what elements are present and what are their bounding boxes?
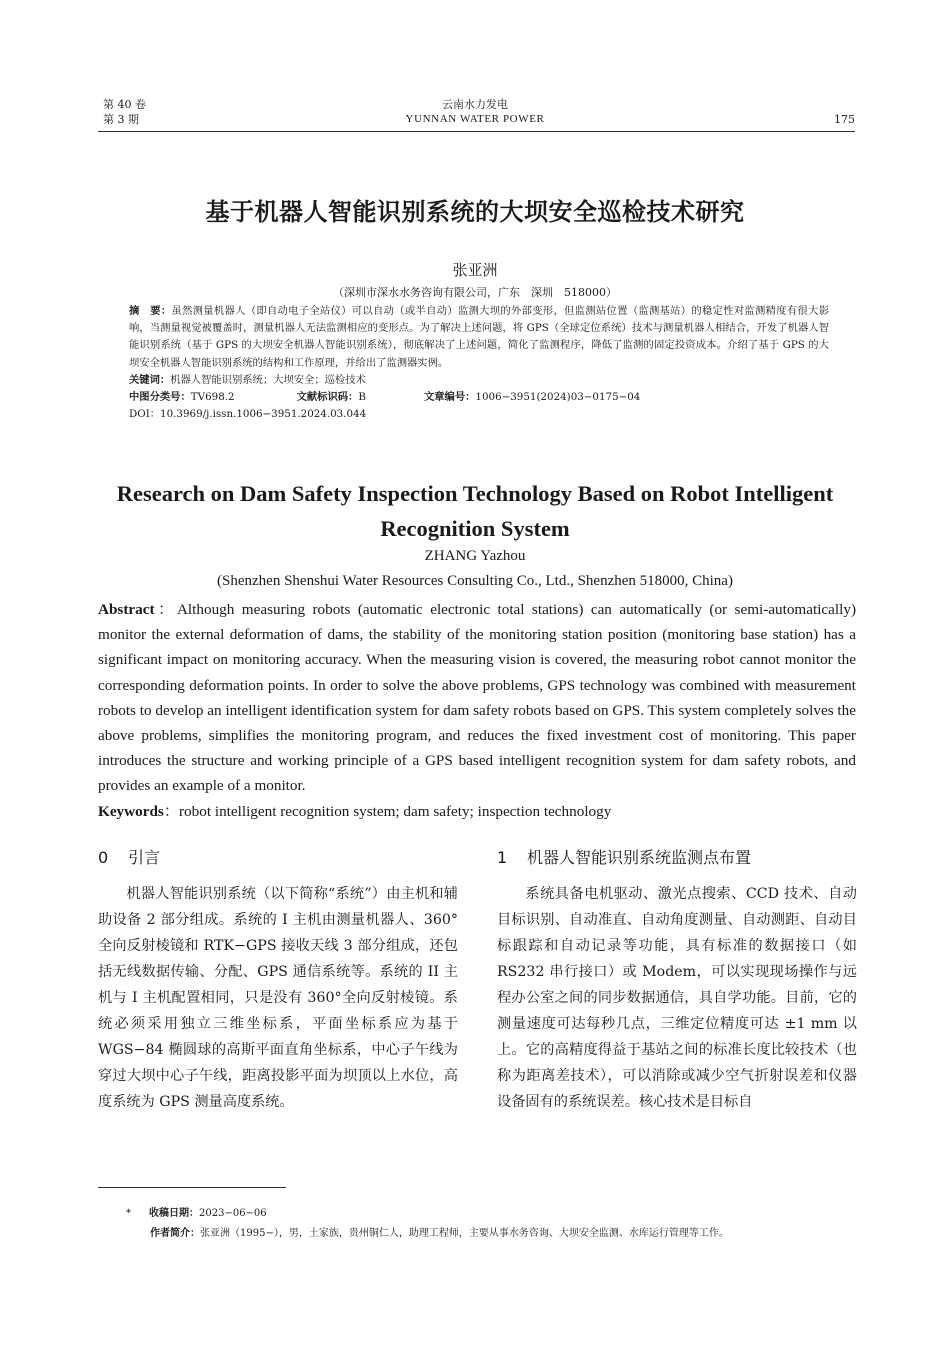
doc-code-label: 文献标识码： — [296, 391, 359, 404]
clc-label: 中图分类号： — [129, 391, 191, 404]
journal-name-cn: 云南水力发电 — [442, 98, 508, 111]
keywords-en-sep: ： — [163, 802, 179, 820]
abstract-cn — [129, 303, 829, 372]
journal-name-en: YUNNAN WATER POWER — [405, 113, 545, 125]
doi: DOI：10.3969/j.issn.1006−3951.2024.03.044 — [129, 408, 367, 421]
bio-text: 张亚洲（1995−），男，土家族，贵州铜仁人，助理工程师，主要从事水务咨询、大坝安全监测、水库运行管理等工作。 — [200, 1228, 729, 1239]
keywords-cn — [129, 372, 829, 389]
section-0-text: 机器人智能识别系统（以下简称“系统”）由主机和辅助设备 2 部分组成。系统的 I 主机由测量机器人、360°全向反射棱镜和 RTK−GPS 接收天线 3 部分组成，还包括无线数据传输、分配、GPS 通信系统等。系统的 II 主机与 I 主机配置相同，只是没有 360°全向反射棱镜。系统必须采用独立三维坐标系，平面坐标系应为基于 WGS−84 椭圆球的高斯平面直角坐标系，中心子午线为穿过大坝中心子午线，距离投影平面为坝顶以上水位，高度系统为 GPS 测量高度系统。 — [98, 886, 458, 1110]
article-no-value: 1006−3951(2024)03−0175−04 — [475, 391, 641, 404]
received-label: 收稿日期： — [149, 1208, 199, 1219]
author-cn: 张亚洲 — [452, 261, 498, 279]
abstract-en-text: Although measuring robots (automatic electronic total stations) can automatically (or semi-automatically) monitor the external deformation of dams, the stability of the monitoring station position (monitoring base station) has a significant impact on monitoring accuracy. When the measuring vision is covered, the measuring robot cannot monitor the corresponding deformation points. In order to solve the above problems, GPS technology was combined with measurement robots to develop an intelligent identification system for dam safety robots based on GPS. This system completely solves the above problems, simplifies the monitoring program, and reduces the fixed investment cost of monitoring. This paper introduces the structure and working principle of a GPS based intelligent recognition system for dam safety robots, and provides an example of a monitor. — [98, 601, 856, 795]
affiliation-cn: （深圳市深水水务咨询有限公司，广东 深圳 518000） — [333, 286, 617, 299]
journal-name — [0, 97, 950, 127]
paper-title-en: Research on Dam Safety Inspection Technology Based on Robot Intelligent Recognition System — [116, 481, 834, 541]
paper-title-cn: 基于机器人智能识别系统的大坝安全巡检技术研究 — [205, 198, 745, 226]
bio-label: 作者简介： — [150, 1228, 200, 1239]
section-0-heading — [98, 845, 458, 871]
footnote-author-bio — [150, 1227, 729, 1241]
clc-value: TV698.2 — [190, 391, 235, 404]
section-1-title: 机器人智能识别系统监测点布置 — [527, 848, 752, 867]
article-no-label: 文章编号： — [423, 391, 476, 404]
section-0-title: 引言 — [128, 848, 161, 867]
received-value: 2023−06−06 — [199, 1208, 267, 1219]
header-rule — [98, 131, 855, 132]
abstract-cn-block — [129, 303, 829, 423]
section-1-text: 系统具备电机驱动、激光点搜索、CCD 技术、自动目标识别、自动准直、自动角度测量、自动测距、自动目标跟踪和自动记录等功能，具有标准的数据接口（如 RS232 串行接口）或 Modem，可以实现现场操作与远程办公室之间的同步数据通信，具自学功能。目前，它的测量速度可达每秒几点，三维定位精度可达 ±1 mm 以上。它的高精度得益于基站之间的标准长度比较技术（也称为距离差技术），可以消除或减少空气折射误差和仪器设备固有的系统误差。核心技术是目标自 — [497, 886, 857, 1110]
doc-code-value: B — [358, 391, 366, 404]
abstract-cn-label: 摘 要： — [129, 305, 172, 317]
keywords-en — [98, 799, 856, 824]
issue: 第 3 期 — [103, 113, 139, 126]
keywords-en-label: Keywords — [98, 802, 164, 820]
abstract-cn-text: 虽然测量机器人（即自动电子全站仪）可以自动（或半自动）监测大坝的外部变形，但监测站位置（监测基站）的稳定性对监测精度有很大影响，当测量视觉被覆盖时，测量机器人无法监测相应的变形点。为了解决上述问题，将 GPS（全球定位系统）技术与测量机器人相结合，开发了机器人智能识别系统（基于 GPS 的大坝安全机器人智能识别系统），彻底解决了上述问题，简化了监测程序，降低了监测的固定投资成本。介绍了基于 GPS 的大坝安全机器人智能识别系统的结构和工作原理，并给出了监测器实例。 — [129, 305, 830, 369]
keywords-cn-text: 机器人智能识别系统；大坝安全；巡检技术 — [170, 373, 366, 386]
volume: 第 40 卷 — [103, 98, 146, 111]
page-number: 175 — [834, 113, 855, 126]
keywords-cn-label: 关键词： — [129, 373, 171, 386]
section-1-number: 1 — [497, 848, 508, 867]
footnote-received — [126, 1207, 267, 1221]
abstract-en-sep: ： — [154, 601, 177, 618]
section-0-number: 0 — [98, 848, 109, 867]
abstract-en-label: Abstract — [98, 601, 155, 618]
footnote-marker: * — [126, 1208, 131, 1219]
body-column-left — [98, 845, 458, 1115]
section-1-heading — [497, 845, 857, 871]
keywords-en-text: robot intelligent recognition system; dam safety; inspection technology — [179, 802, 612, 820]
abstract-en — [98, 597, 856, 799]
affiliation-en: (Shenzhen Shenshui Water Resources Consulting Co., Ltd., Shenzhen 518000, China) — [217, 573, 733, 589]
classification-row — [129, 389, 829, 406]
author-en: ZHANG Yazhou — [424, 548, 526, 564]
body-column-right — [497, 845, 857, 1115]
abstract-en-block — [98, 597, 856, 824]
footnote-rule — [98, 1187, 286, 1188]
